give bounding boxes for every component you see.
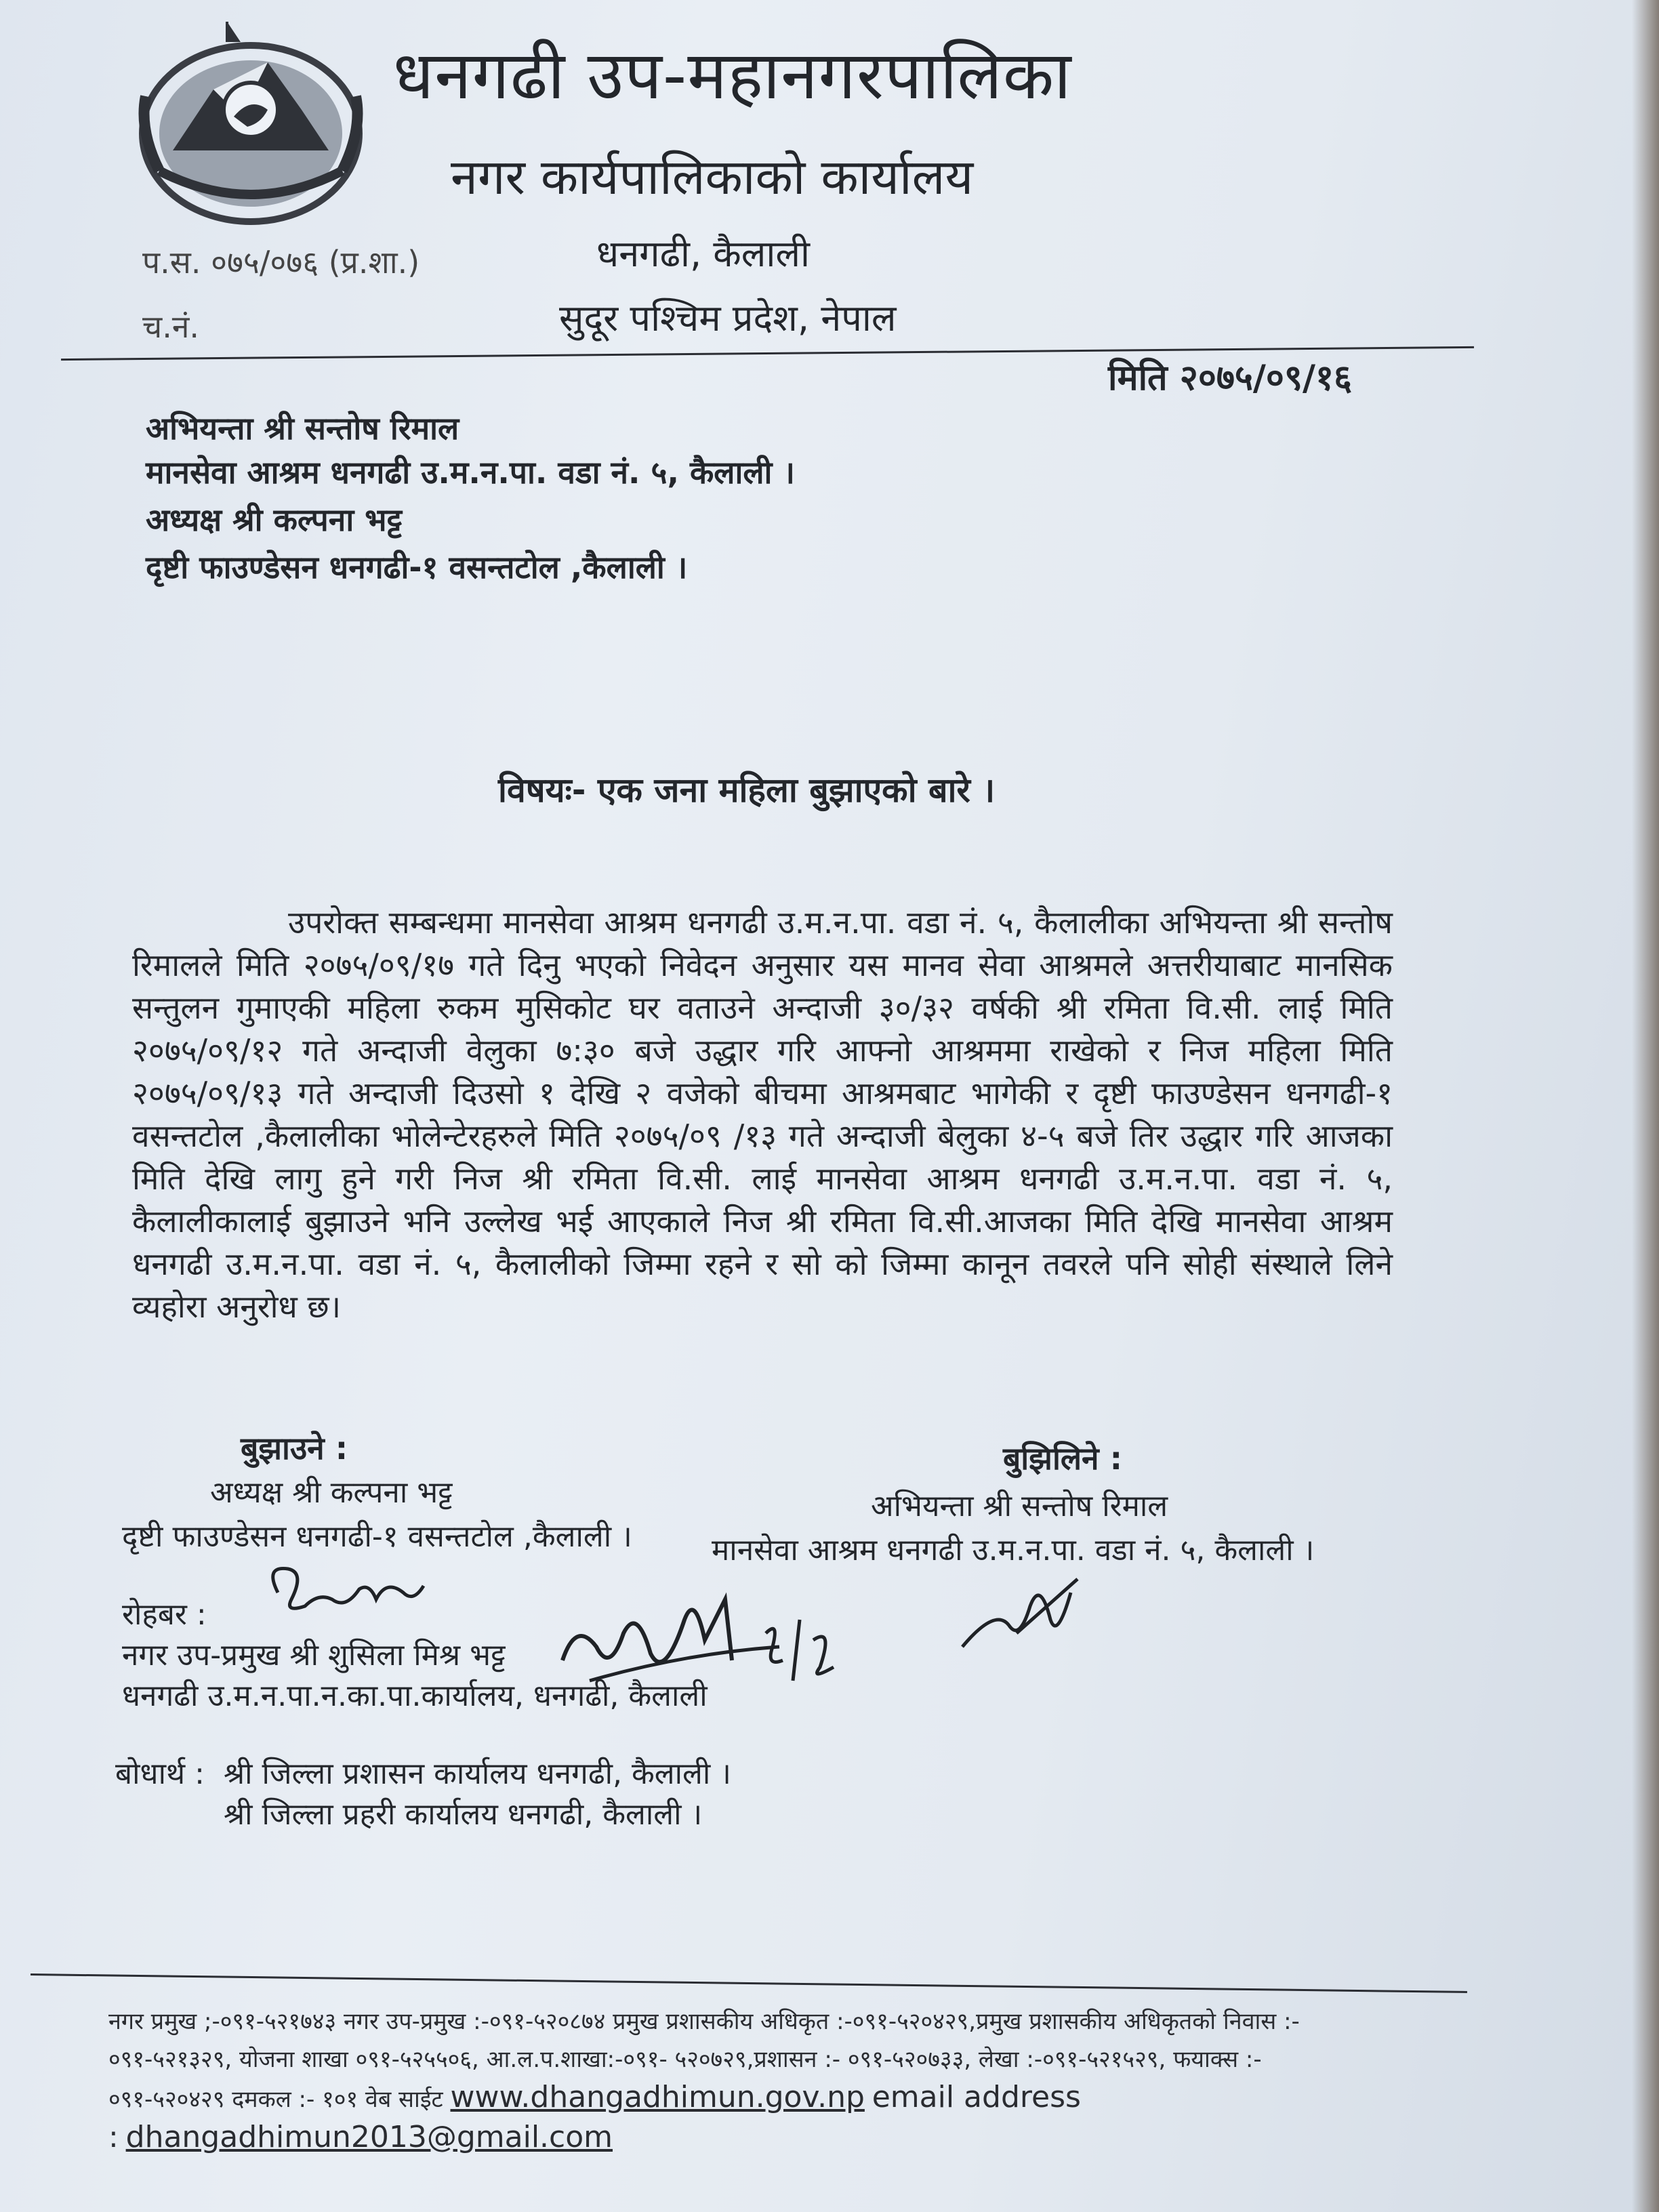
paper-edge-shadow bbox=[1632, 0, 1659, 2212]
office-province: सुदूर पश्चिम प्रदेश, नेपाल bbox=[559, 297, 897, 340]
email-prefix: : bbox=[108, 2120, 119, 2154]
addressee-line: अभियन्ता श्री सन्तोष रिमाल bbox=[146, 410, 459, 447]
handover-name: अध्यक्ष श्री कल्पना भट्ट bbox=[210, 1475, 453, 1510]
cc-label: बोधार्थ : bbox=[115, 1757, 205, 1791]
letter-body: उपरोक्त सम्बन्धमा मानसेवा आश्रम धनगढी उ.म.न.पा. वडा नं. ५, कैलालीका अभियन्ता श्री सन्तोष रिमालले मिति २०७५/०९/१७ गते दिनु भएको निवेदन अनुसार यस मानव सेवा आश्रमले अत्तरीयाबाट मानसिक सन्तुलन गुमाएकी महिला रुकम मुसिकोट घर वताउने अन्दाजी ३०/३२ वर्षकी श्री रमिता वि.सी. लाई मिति २०७५/०९/१२ गते अन्दाजी वेलुका ७:३० बजे उद्धार गरि आफ्नो आश्रममा राखेको र निज महिला मिति २०७५/०९/१३ गते अन्दाजी दिउसो १ देखि २ वजेको बीचमा आश्रमबाट भागेकी र दृष्टी फाउण्डेसन धनगढी-१ वसन्तटोल ,कैलालीका भोलेन्टेरहरुले मिति २०७५/०९ /१३ गते अन्दाजी बेलुका ४-५ बजे तिर उद्धार गरि आजका मिति देखि लागु हुने गरी निज श्री रमिता वि.सी. लाई मानसेवा आश्रम धनगढी उ.म.न.पा. वडा नं. ५, कैलालीकालाई बुझाउने भनि उल्लेख भई आएकाले निज श्री रमिता वि.सी.आजका मिति देखि मानसेवा आश्रम धनगढी उ.म.न.पा. वडा नं. ५, कैलालीको जिम्मा रहने र सो को जिम्मा कानून तवरले पनि सोही संस्थाले लिने व्यहोरा अनुरोध छ। bbox=[132, 904, 1393, 1325]
receiver-org: मानसेवा आश्रम धनगढी उ.म.न.पा. वडा नं. ५, कैलाली । bbox=[712, 1533, 1315, 1568]
office-city: धनगढी, कैलाली bbox=[596, 232, 810, 275]
addressee-line: दृष्टी फाउण्डेसन धनगढी-१ वसन्तटोल ,कैलाली । bbox=[146, 549, 688, 586]
footer-contacts bbox=[108, 2003, 1355, 2158]
reference-number: प.स. ०७५/०७६ (प्र.शा.) bbox=[142, 244, 420, 281]
website-link[interactable]: www.dhangadhimun.gov.np bbox=[450, 2080, 865, 2114]
letter-subject: विषयः- एक जना महिला बुझाएको बारे । bbox=[498, 771, 996, 810]
email-link[interactable]: dhangadhimun2013@gmail.com bbox=[125, 2120, 613, 2154]
email-label: email address bbox=[872, 2080, 1081, 2114]
nepal-emblem-logo bbox=[132, 15, 369, 225]
witness-org: धनगढी उ.म.न.पा.न.का.पा.कार्यालय, धनगढी, कैलाली bbox=[122, 1679, 708, 1713]
addressee-line: अध्यक्ष श्री कल्पना भट्ट bbox=[146, 501, 403, 538]
receiver-label: बुझिलिने : bbox=[1003, 1440, 1122, 1477]
office-name: धनगढी उप-महानगरपालिका bbox=[393, 37, 1072, 115]
addressee-line: मानसेवा आश्रम धनगढी उ.म.न.पा. वडा नं. ५, कैलाली । bbox=[146, 454, 795, 491]
cc-line: श्री जिल्ला प्रहरी कार्यालय धनगढी, कैलाली । bbox=[224, 1797, 703, 1832]
footer-phone-list: नगर प्रमुख ;-०९१-५२१७४३ नगर उप-प्रमुख :-०९१-५२०८७४ प्रमुख प्रशासकीय अधिकृत :-०९१-५२०४२९,प्रमुख प्रशासकीय अधिकृतको निवास :- ०९१-५२१३२९, योजना शाखा ०९१-५२५५०६, आ.ल.प.शाखा:-०९१- ५२०७२९,प्रशासन :- ०९१-५२०७३३, लेखा :-०९१-५२१५२९, फयाक्स :- ०९१-५२०४२९ दमकल :- १०१ वेब साईट bbox=[108, 2008, 1300, 2113]
handover-signature bbox=[258, 1552, 434, 1626]
receiver-name: अभियन्ता श्री सन्तोष रिमाल bbox=[871, 1489, 1168, 1523]
handover-label: बुझाउने : bbox=[241, 1430, 348, 1467]
office-subtitle: नगर कार्यपालिकाको कार्यालय bbox=[451, 148, 974, 205]
witness-name: नगर उप-प्रमुख श्री शुसिला मिश्र भट्ट bbox=[122, 1638, 506, 1673]
cc-line: श्री जिल्ला प्रशासन कार्यालय धनगढी, कैलाली । bbox=[224, 1757, 731, 1791]
handover-org: दृष्टी फाउण्डेसन धनगढी-१ वसन्तटोल ,कैलाली । bbox=[122, 1519, 632, 1554]
witness-label: रोहबर : bbox=[122, 1597, 207, 1632]
footer-divider bbox=[30, 1973, 1467, 1993]
receiver-signature bbox=[956, 1565, 1091, 1660]
dispatch-number: च.नं. bbox=[142, 308, 199, 345]
letter-date: मिति २०७५/०९/१६ bbox=[1108, 358, 1353, 398]
